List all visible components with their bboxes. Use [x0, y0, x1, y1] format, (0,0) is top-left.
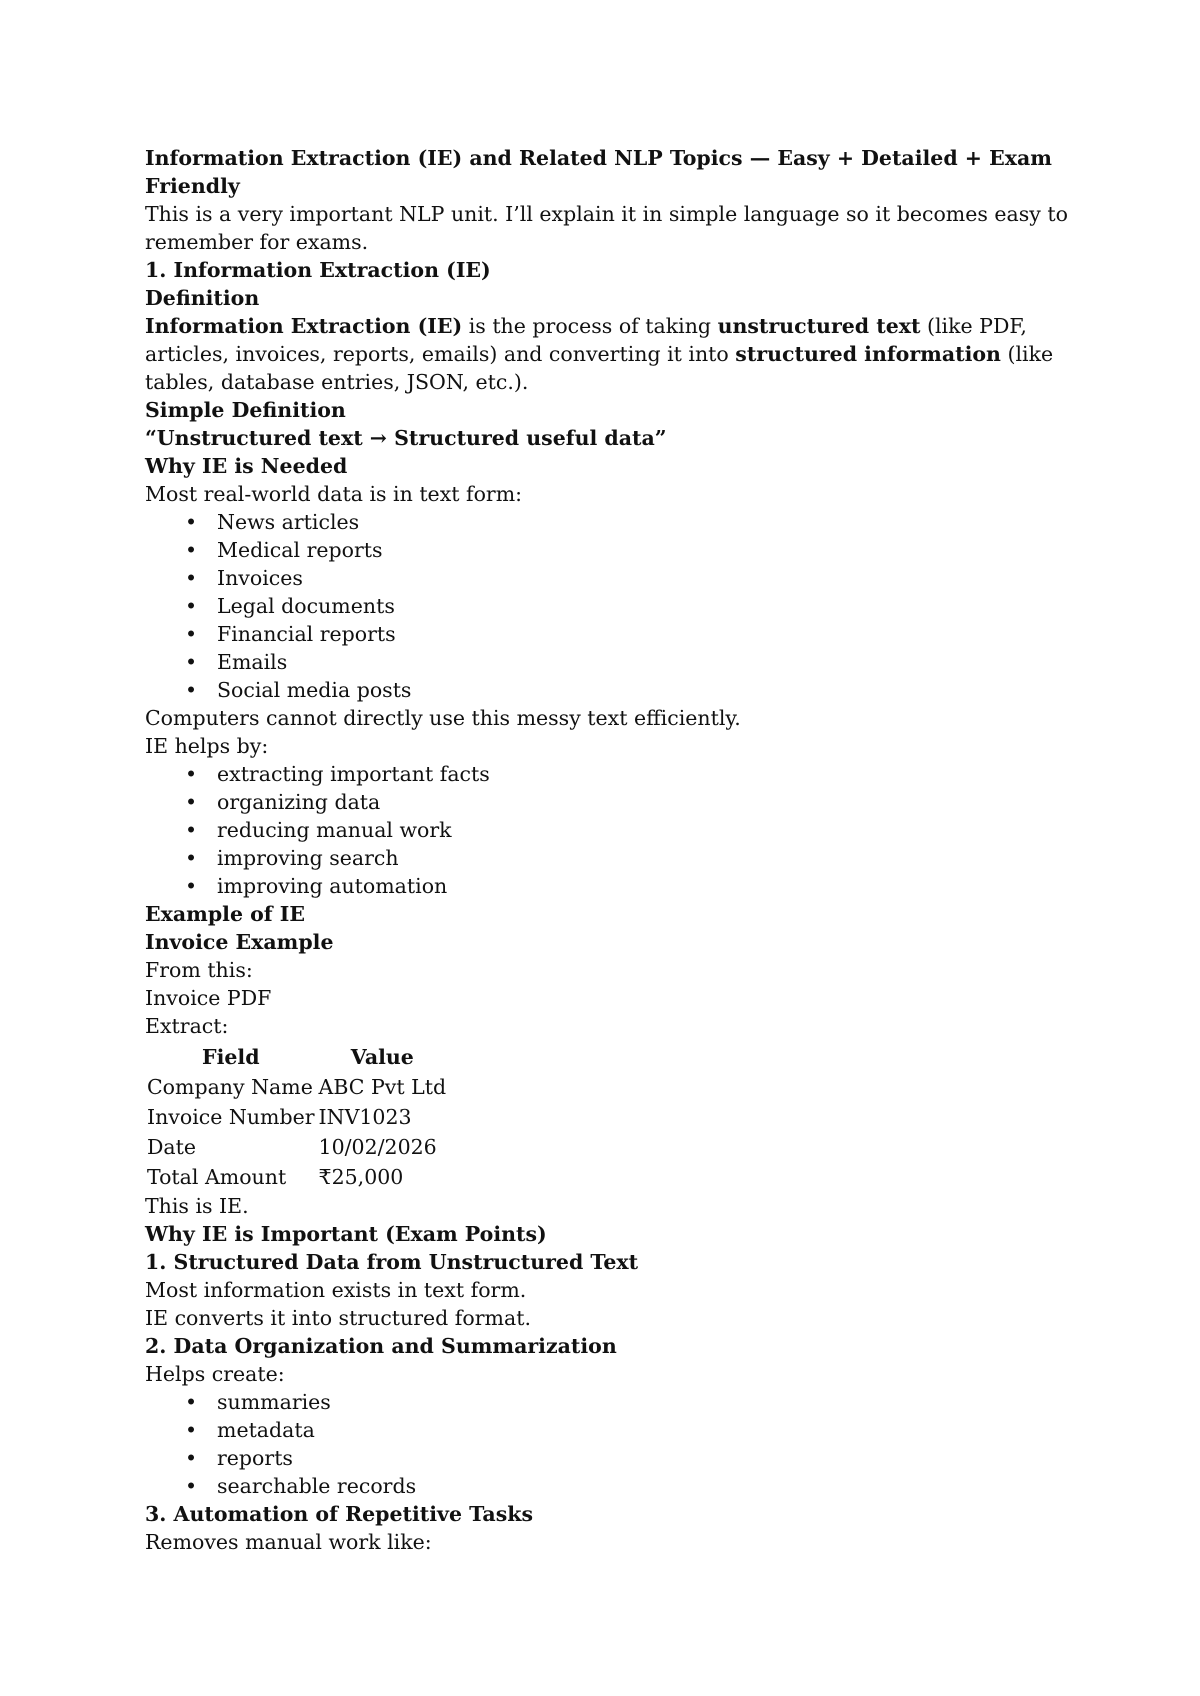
list-item: • Social media posts: [181, 676, 1080, 704]
point1-heading: 1. Structured Data from Unstructured Text: [145, 1250, 639, 1274]
table-cell: Total Amount: [147, 1165, 287, 1189]
invoice-pdf-line: Invoice PDF: [145, 986, 272, 1010]
definition-paragraph: [145, 312, 1080, 396]
definition-heading: Definition: [145, 286, 260, 310]
point3-heading: 3. Automation of Repetitive Tasks: [145, 1502, 533, 1526]
bullet-icon: •: [184, 762, 198, 786]
messy-text-line: Computers cannot directly use this messy text efficiently.: [145, 706, 741, 730]
bullet-icon: •: [184, 510, 198, 534]
simple-definition-quote: “Unstructured text → Structured useful data”: [145, 426, 667, 450]
table-cell: Invoice Number: [147, 1105, 315, 1129]
list-item: • Medical reports: [181, 536, 1080, 564]
bullet-icon: •: [184, 538, 198, 562]
definition-text-2: (like PDF, articles, invoices, reports, emails) and converting it into: [145, 314, 1027, 366]
list-item: • organizing data: [181, 788, 1080, 816]
point2-list: [145, 1388, 1080, 1500]
list-item: • Financial reports: [181, 620, 1080, 648]
point2-heading: 2. Data Organization and Summarization: [145, 1334, 617, 1358]
list-item: • searchable records: [181, 1472, 1080, 1500]
point1-line2: IE converts it into structured format.: [145, 1306, 531, 1330]
from-this-line: From this:: [145, 958, 253, 982]
list-item: • News articles: [181, 508, 1080, 536]
section-heading-ie: 1. Information Extraction (IE): [145, 258, 491, 282]
bullet-icon: •: [184, 594, 198, 618]
table-row: [145, 1102, 448, 1132]
list-item: • metadata: [181, 1416, 1080, 1444]
why-needed-text: Most real-world data is in text form:: [145, 482, 523, 506]
bullet-icon: •: [184, 566, 198, 590]
simple-definition-heading: Simple Definition: [145, 398, 346, 422]
column-header-field: Field: [202, 1045, 260, 1069]
important-heading: Why IE is Important (Exam Points): [145, 1222, 547, 1246]
table-cell: INV1023: [318, 1105, 412, 1129]
bullet-icon: •: [184, 1418, 198, 1442]
list-item: • improving automation: [181, 872, 1080, 900]
point1-line1: Most information exists in text form.: [145, 1278, 527, 1302]
invoice-fields-table: [145, 1042, 448, 1192]
bullet-icon: •: [184, 1390, 198, 1414]
table-cell: Company Name: [147, 1075, 313, 1099]
document-title: Information Extraction (IE) and Related NLP Topics — Easy + Detailed + Exam Friendly: [145, 146, 1052, 198]
bullet-icon: •: [184, 846, 198, 870]
invoice-example-heading: Invoice Example: [145, 930, 334, 954]
list-item: • extracting important facts: [181, 760, 1080, 788]
bullet-icon: •: [184, 818, 198, 842]
table-row: [145, 1132, 448, 1162]
definition-bold-structured: structured information: [735, 342, 1001, 366]
bullet-icon: •: [184, 622, 198, 646]
table-row: [145, 1162, 448, 1192]
bullet-icon: •: [184, 790, 198, 814]
bullet-icon: •: [184, 650, 198, 674]
table-cell: ABC Pvt Ltd: [318, 1075, 447, 1099]
why-needed-heading: Why IE is Needed: [145, 454, 348, 478]
table-header-row: [145, 1042, 448, 1072]
table-cell: 10/02/2026: [318, 1135, 437, 1159]
example-heading: Example of IE: [145, 902, 305, 926]
intro-paragraph: This is a very important NLP unit. I’ll explain it in simple language so it becomes easy to remember for exams.: [145, 202, 1068, 254]
list-item: • improving search: [181, 844, 1080, 872]
bullet-icon: •: [184, 1474, 198, 1498]
table-cell: ₹25,000: [318, 1165, 404, 1189]
list-item: • reducing manual work: [181, 816, 1080, 844]
helps-list: [145, 760, 1080, 900]
table-row: [145, 1072, 448, 1102]
extract-line: Extract:: [145, 1014, 229, 1038]
list-item: • Invoices: [181, 564, 1080, 592]
bullet-icon: •: [184, 874, 198, 898]
text-forms-list: [145, 508, 1080, 704]
list-item: • reports: [181, 1444, 1080, 1472]
list-item: • summaries: [181, 1388, 1080, 1416]
definition-text-1: is the process of taking: [462, 314, 718, 338]
this-is-ie-line: This is IE.: [145, 1194, 249, 1218]
definition-text-3: (like tables, database entries, JSON, etc.).: [145, 342, 1054, 394]
column-header-value: Value: [350, 1045, 414, 1069]
bullet-icon: •: [184, 678, 198, 702]
point3-text: Removes manual work like:: [145, 1530, 432, 1554]
bullet-icon: •: [184, 1446, 198, 1470]
helps-by-line: IE helps by:: [145, 734, 269, 758]
definition-term: Information Extraction (IE): [145, 314, 463, 338]
table-cell: Date: [147, 1135, 197, 1159]
list-item: • Emails: [181, 648, 1080, 676]
definition-bold-unstructured: unstructured text: [717, 314, 921, 338]
point2-text: Helps create:: [145, 1362, 285, 1386]
list-item: • Legal documents: [181, 592, 1080, 620]
